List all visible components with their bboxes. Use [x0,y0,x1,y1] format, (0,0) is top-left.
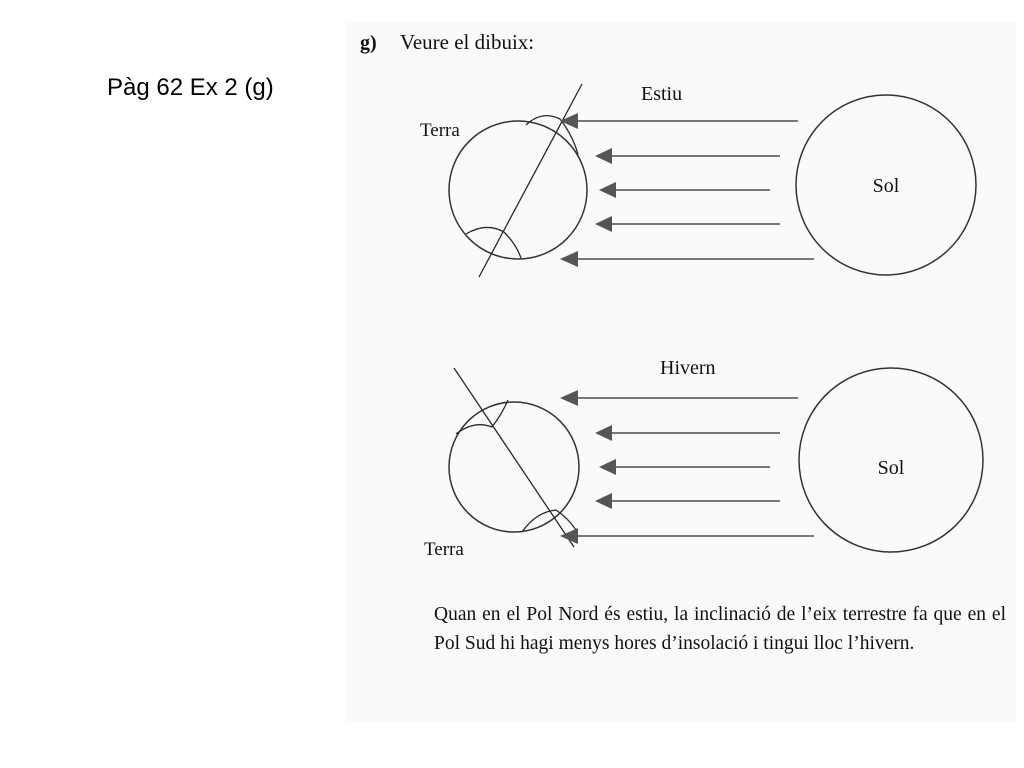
summer-earth-label: Terra [420,120,460,141]
winter-ray-2-arrowhead [595,425,612,441]
scanned-figure [346,22,1016,722]
winter-label: Hivern [660,357,716,379]
summer-label: Estiu [641,83,683,105]
summer-ray-4-arrowhead [595,216,612,232]
summer-ray-3-arrowhead [599,182,616,198]
winter-earth-label: Terra [424,539,464,560]
winter-earth-axis [454,368,574,547]
summer-panel [420,83,976,277]
winter-ray-1-arrowhead [560,390,578,406]
winter-north-polar-cap [456,400,508,434]
summer-ray-2-arrowhead [595,148,612,164]
exercise-letter: g) [360,32,377,54]
slide-title: Pàg 62 Ex 2 (g) [107,74,274,101]
summer-sun-rays [560,113,814,267]
summer-earth-axis [479,84,582,277]
winter-sun-rays [560,390,814,544]
figure-caption: Quan en el Pol Nord és estiu, la inclinació de l’eix terrestre fa que en el Pol Sud hi hagi menys hores d’insolació i tingui lloc l’hivern. [434,604,1006,654]
summer-ray-1-arrowhead [560,113,578,129]
winter-ray-3-arrowhead [599,459,616,475]
summer-sun-label: Sol [872,175,900,197]
summer-earth-circle [449,121,587,259]
figure-heading: Veure el dibuix: [400,30,535,54]
winter-sun-label: Sol [877,457,905,479]
winter-panel [424,357,983,560]
summer-ray-5-arrowhead [560,251,578,267]
winter-ray-4-arrowhead [595,493,612,509]
